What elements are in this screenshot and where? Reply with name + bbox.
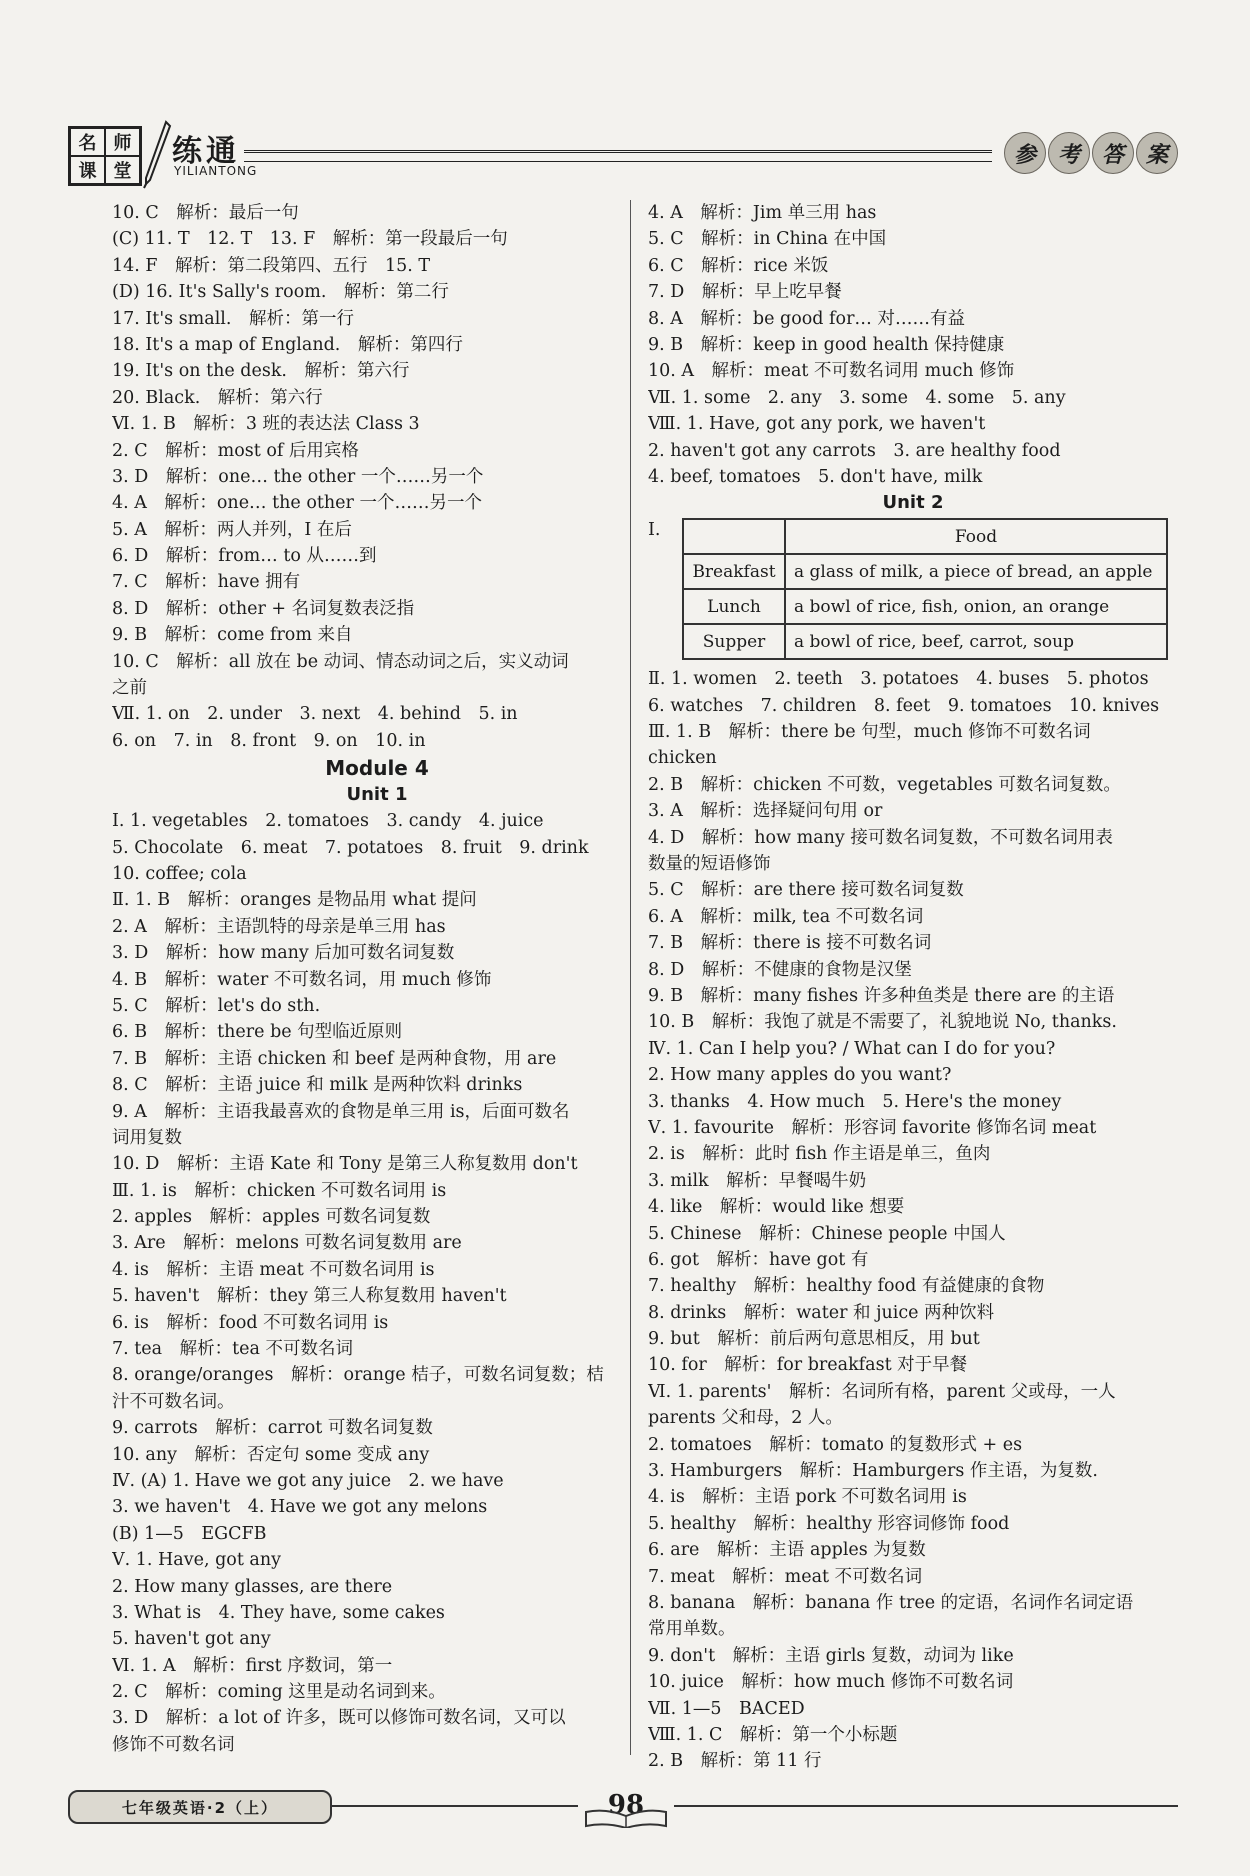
answer-line: Ⅵ. 1. B 解析：3 班的表达法 Class 3	[112, 414, 420, 435]
answer-line: 7. D 解析：早上吃早餐	[648, 282, 842, 303]
open-book-icon	[584, 1808, 668, 1828]
answer-line: 10. D 解析：主语 Kate 和 Tony 是第三人称复数用 don't	[112, 1154, 578, 1175]
answer-line: Ⅵ. 1. A 解析：first 序数词，第一	[112, 1655, 393, 1676]
answer-line: 2. A 解析：主语凯特的母亲是单三用 has	[112, 916, 446, 937]
answer-line: 5. C 解析：let's do sth.	[112, 995, 321, 1016]
answer-line: 5. A 解析：两人并列，I 在后	[112, 519, 352, 540]
answer-line: Ⅱ. 1. B 解析：oranges 是物品用 what 提问	[112, 890, 477, 911]
page-header	[68, 120, 1178, 190]
answer-line: 4. like 解析：would like 想要	[648, 1197, 905, 1218]
answer-line: Ⅶ. 1. on 2. under 3. next 4. behind 5. in	[112, 704, 518, 725]
answer-line: 5. C 解析：are there 接可数名词复数	[648, 880, 964, 901]
answer-line: 3. D 解析：one… the other 一个……另一个	[112, 466, 484, 487]
answer-line: 5. healthy 解析：healthy 形容词修饰 food	[648, 1513, 1010, 1534]
answer-line: 2. haven't got any carrots 3. are healthy food	[648, 440, 1061, 461]
answer-line: 3. D 解析：how many 后加可数名词复数	[112, 943, 455, 964]
answer-line: Ⅴ. 1. Have, got any	[112, 1550, 282, 1571]
food-cell: a glass of milk, a piece of bread, an apple	[785, 554, 1167, 589]
answer-line: 7. meat 解析：meat 不可数名词	[648, 1566, 923, 1587]
answer-line: 9. B 解析：keep in good health 保持健康	[648, 334, 1005, 355]
table-header-row	[683, 519, 1167, 554]
answer-line: 2. How many apples do you want?	[648, 1065, 952, 1086]
badge-char: 考	[1048, 132, 1090, 174]
answer-line: 10. C 解析：最后一句	[112, 203, 299, 223]
answer-line: 2. tomatoes 解析：tomato 的复数形式 + es	[648, 1434, 1023, 1455]
answer-line: 7. B 解析：主语 chicken 和 beef 是两种食物，用 are	[112, 1048, 557, 1069]
badge-char: 答	[1092, 132, 1134, 174]
answer-line: 6. are 解析：主语 apples 为复数	[648, 1540, 926, 1561]
answer-line: 5. haven't 解析：they 第三人称复数用 haven't	[112, 1286, 507, 1307]
answer-line: 10. coffee; cola	[112, 863, 247, 884]
answer-line: 4. beef, tomatoes 5. don't have, milk	[648, 466, 983, 487]
answer-line: 4. A 解析：one… the other 一个……另一个	[112, 493, 482, 514]
answer-line: 18. It's a map of England. 解析：第四行	[112, 334, 463, 355]
answer-line: 2. apples 解析：apples 可数名词复数	[112, 1207, 431, 1228]
answer-line: 6. got 解析：have got 有	[648, 1249, 869, 1270]
table-section-number: Ⅰ.	[648, 520, 661, 541]
column-divider	[630, 200, 632, 1755]
answer-line: 3. D 解析：a lot of 许多，既可以修饰可数名词，又可以	[112, 1708, 566, 1729]
answer-line: Ⅷ. 1. Have, got any pork, we haven't	[648, 414, 986, 435]
answer-line: 8. D 解析：不健康的食物是汉堡	[648, 959, 912, 980]
answer-line: 4. B 解析：water 不可数名词，用 much 修饰	[112, 969, 492, 990]
answer-line: 8. drinks 解析：water 和 juice 两种饮料	[648, 1302, 995, 1323]
answer-line: 常用单数。	[648, 1619, 736, 1640]
meal-cell: Breakfast	[683, 554, 785, 589]
answer-line: 8. C 解析：主语 juice 和 milk 是两种饮料 drinks	[112, 1075, 523, 1096]
header-rule	[244, 150, 992, 162]
answer-line: 7. healthy 解析：healthy food 有益健康的食物	[648, 1276, 1045, 1297]
answer-line: 2. B 解析：第 11 行	[648, 1751, 822, 1772]
badge-char: 案	[1136, 132, 1178, 174]
answer-line: 9. carrots 解析：carrot 可数名词复数	[112, 1418, 433, 1439]
answer-line: 6. B 解析：there be 句型临近原则	[112, 1022, 403, 1043]
answer-line: 9. B 解析：come from 来自	[112, 625, 353, 646]
answer-line: 6. C 解析：rice 米饭	[648, 255, 829, 276]
right-column-top	[648, 200, 1178, 516]
meal-cell: Lunch	[683, 589, 785, 624]
book-label: 七年级英语·2（上）	[68, 1790, 332, 1824]
answer-line: parents 父和母，2 人。	[648, 1408, 843, 1429]
answer-line: 数量的短语修饰	[648, 854, 771, 875]
food-cell: a bowl of rice, fish, onion, an orange	[785, 589, 1167, 624]
answer-line: 10. any 解析：否定句 some 变成 any	[112, 1444, 430, 1465]
answer-line: 之前	[112, 678, 147, 699]
answer-line: Ⅴ. 1. favourite 解析：形容词 favorite 修饰名词 meat	[648, 1117, 1097, 1138]
answer-line: 2. B 解析：chicken 不可数，vegetables 可数名词复数。	[648, 774, 1121, 795]
answer-line: 2. C 解析：most of 后用宾格	[112, 440, 359, 461]
answer-line: 3. A 解析：选择疑问句用 or	[648, 801, 883, 822]
badge-char: 参	[1004, 132, 1046, 174]
answer-line: 10. for 解析：for breakfast 对于早餐	[648, 1355, 968, 1376]
brand-name: 练通	[172, 134, 240, 169]
answer-line: (C) 11. T 12. T 13. F 解析：第一段最后一句	[112, 229, 508, 250]
answer-line: 14. F 解析：第二段第四、五行 15. T	[112, 255, 431, 276]
logo-char: 堂	[105, 156, 140, 184]
logo-char: 课	[70, 156, 105, 184]
answer-line: 8. A 解析：be good for… 对……有益	[648, 308, 965, 329]
answer-line: 8. D 解析：other + 名词复数表泛指	[112, 598, 415, 619]
answer-line: 10. C 解析：all 放在 be 动词、情态动词之后，实义动词	[112, 651, 569, 672]
answer-line: 3. thanks 4. How much 5. Here's the money	[648, 1091, 1062, 1112]
unit-heading: Unit 1	[346, 784, 408, 806]
answer-line: 7. tea 解析：tea 不可数名词	[112, 1339, 353, 1360]
food-cell: a bowl of rice, beef, carrot, soup	[785, 624, 1167, 659]
answer-line: 8. orange/oranges 解析：orange 桔子，可数名词复数；桔	[112, 1365, 604, 1386]
answer-line: 9. don't 解析：主语 girls 复数，动词为 like	[648, 1645, 1014, 1666]
brand-pinyin: YILIANTONG	[174, 164, 258, 178]
answer-line: 词用复数	[112, 1127, 182, 1148]
answer-line: 6. watches 7. children 8. feet 9. tomatoes 10. knives	[648, 695, 1160, 716]
answer-line: 5. Chocolate 6. meat 7. potatoes 8. fruit 9. drink	[112, 837, 589, 858]
answer-line: 2. is 解析：此时 fish 作主语是单三，鱼肉	[648, 1144, 991, 1165]
answer-line: 4. A 解析：Jim 单三用 has	[648, 203, 877, 223]
page-number: 98	[578, 1782, 674, 1828]
table-corner-cell	[683, 519, 785, 554]
answer-line: 5. C 解析：in China 在中国	[648, 229, 887, 250]
food-table	[682, 518, 1168, 660]
logo-char: 师	[105, 128, 140, 156]
answer-line: (B) 1—5 EGCFB	[112, 1523, 267, 1544]
answer-line: 7. B 解析：there is 接不可数名词	[648, 933, 932, 954]
answer-line: Ⅳ. 1. Can I help you? / What can I do for you?	[648, 1038, 1056, 1059]
footer-rule	[330, 1805, 1178, 1807]
food-table-block	[648, 518, 1178, 660]
answer-line: 6. is 解析：food 不可数名词用 is	[112, 1312, 389, 1333]
answer-line: 6. A 解析：milk, tea 不可数名词	[648, 906, 924, 927]
table-row	[683, 589, 1167, 624]
answer-line: 10. B 解析：我饱了就是不需要了，礼貌地说 No, thanks.	[648, 1012, 1117, 1033]
right-column-bottom	[648, 666, 1178, 1774]
table-row	[683, 624, 1167, 659]
answer-line: 3. What is 4. They have, some cakes	[112, 1602, 445, 1623]
answer-line: 10. juice 解析：how much 修饰不可数名词	[648, 1672, 1014, 1693]
answer-line: 2. How many glasses, are there	[112, 1576, 393, 1597]
answer-line: 7. C 解析：have 拥有	[112, 572, 301, 593]
answer-line: 汁不可数名词。	[112, 1391, 235, 1412]
answer-line: 3. Hamburgers 解析：Hamburgers 作主语，为复数.	[648, 1461, 1098, 1482]
answer-line: 3. Are 解析：melons 可数名词复数用 are	[112, 1233, 462, 1254]
unit-heading: Unit 2	[882, 492, 944, 514]
answer-line: 4. is 解析：主语 pork 不可数名词用 is	[648, 1487, 967, 1508]
answer-line: 2. C 解析：coming 这里是动名词到来。	[112, 1682, 446, 1703]
meal-cell: Supper	[683, 624, 785, 659]
answer-line: 5. Chinese 解析：Chinese people 中国人	[648, 1223, 1006, 1244]
answer-line: 4. D 解析：how many 接可数名词复数，不可数名词用表	[648, 827, 1113, 848]
answer-line: 20. Black. 解析：第六行	[112, 387, 323, 408]
answer-line: Ⅵ. 1. parents' 解析：名词所有格，parent 父或母，一人	[648, 1381, 1116, 1402]
answer-line: 6. D 解析：from… to 从……到	[112, 546, 377, 567]
answer-line: 4. is 解析：主语 meat 不可数名词用 is	[112, 1259, 435, 1280]
answer-line: 8. banana 解析：banana 作 tree 的定语，名词作名词定语	[648, 1592, 1134, 1613]
answer-line: chicken	[648, 748, 717, 769]
answer-line: Ⅳ. (A) 1. Have we got any juice 2. we have	[112, 1470, 504, 1491]
answer-line: Ⅷ. 1. C 解析：第一个小标题	[648, 1724, 898, 1745]
answer-line: 5. haven't got any	[112, 1629, 271, 1650]
right-column	[648, 200, 1178, 1775]
answer-line: Ⅲ. 1. is 解析：chicken 不可数名词用 is	[112, 1180, 447, 1201]
table-header-food: Food	[785, 519, 1167, 554]
left-column	[112, 200, 642, 1758]
answer-line: Ⅱ. 1. women 2. teeth 3. potatoes 4. buses 5. photos	[648, 669, 1149, 690]
answer-line: Ⅲ. 1. B 解析：there be 句型，much 修饰不可数名词	[648, 722, 1091, 743]
answer-line: 10. A 解析：meat 不可数名词用 much 修饰	[648, 361, 1015, 382]
answer-line: 修饰不可数名词	[112, 1734, 235, 1755]
answer-line: 9. A 解析：主语我最喜欢的食物是单三用 is，后面可数名	[112, 1101, 570, 1122]
logo-char: 名	[70, 128, 105, 156]
publisher-logo	[68, 126, 142, 186]
pen-icon	[142, 120, 172, 190]
answer-line: (D) 16. It's Sally's room. 解析：第二行	[112, 282, 449, 303]
answer-line: 19. It's on the desk. 解析：第六行	[112, 361, 410, 382]
answer-line: Ⅶ. 1—5 BACED	[648, 1698, 805, 1719]
answer-line: 3. milk 解析：早餐喝牛奶	[648, 1170, 867, 1191]
answer-line: 6. on 7. in 8. front 9. on 10. in	[112, 730, 426, 751]
answer-line: 9. but 解析：前后两句意思相反，用 but	[648, 1329, 980, 1350]
answer-line: Ⅰ. 1. vegetables 2. tomatoes 3. candy 4. juice	[112, 811, 544, 832]
answer-key-badge	[1004, 132, 1178, 174]
answer-line: 17. It's small. 解析：第一行	[112, 308, 354, 329]
answer-line: 3. we haven't 4. Have we got any melons	[112, 1497, 488, 1518]
answer-line: Ⅶ. 1. some 2. any 3. some 4. some 5. any	[648, 387, 1066, 408]
module-heading: Module 4	[325, 756, 429, 781]
answer-line: 9. B 解析：many fishes 许多种鱼类是 there are 的主语	[648, 985, 1115, 1006]
table-row	[683, 554, 1167, 589]
